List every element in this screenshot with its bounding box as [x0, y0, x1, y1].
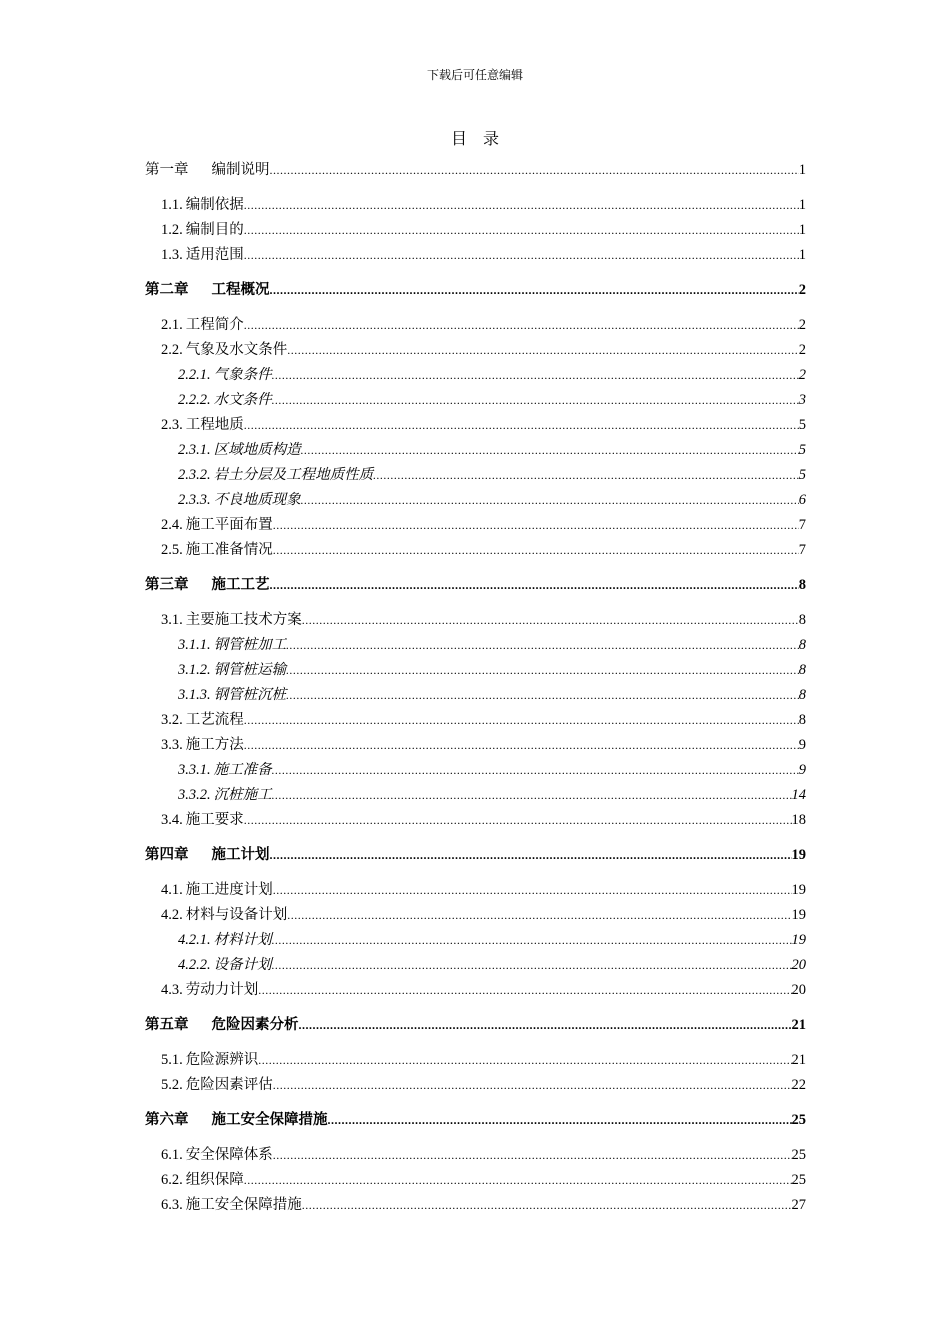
toc-entry-number: 3.2.	[161, 712, 183, 728]
toc-entry-label	[145, 1013, 299, 1038]
dot-leader	[272, 758, 799, 783]
toc-entry-page-number: 20	[791, 957, 806, 973]
dot-leader	[258, 1048, 791, 1073]
toc-entry-number: 第二章	[145, 282, 189, 298]
dot-leader	[244, 708, 799, 733]
toc-title: 目录	[450, 131, 515, 148]
toc-section-entry[interactable]	[145, 538, 806, 563]
toc-entry-number: 2.5.	[161, 542, 183, 558]
dot-leader	[272, 953, 792, 978]
toc-entry-title: 适用范围	[185, 247, 244, 263]
toc-entry-number: 第三章	[145, 577, 189, 593]
toc-section-entry[interactable]	[145, 903, 806, 928]
toc-section-entry[interactable]	[145, 338, 806, 363]
toc-entry-label	[178, 953, 272, 978]
toc-chapter-entry[interactable]	[145, 1108, 806, 1133]
toc-entry-title: 主要施工技术方案	[185, 612, 302, 628]
toc-entry-title: 危险因素评估	[185, 1077, 273, 1093]
toc-entry-title: 施工安全保障措施	[211, 1112, 328, 1128]
toc-entry-number: 3.3.	[161, 737, 183, 753]
toc-entry-page-number: 5	[798, 417, 806, 433]
toc-entry-label	[178, 783, 272, 808]
toc-entry-label	[178, 683, 286, 708]
toc-entry-label	[161, 878, 273, 903]
dot-leader	[244, 193, 799, 218]
toc-entry-page-number: 19	[791, 847, 806, 863]
toc-entry-title: 钢管桩沉桩	[213, 687, 287, 703]
toc-entry-page-number: 27	[791, 1197, 806, 1213]
toc-entry-label	[178, 488, 301, 513]
toc-entry-label	[178, 438, 301, 463]
toc-entry-page-number: 2	[798, 342, 806, 358]
toc-entry-number: 第一章	[145, 162, 189, 178]
toc-entry-page-number: 25	[791, 1172, 806, 1188]
toc-subsection-entry[interactable]	[145, 438, 806, 463]
toc-entry-page-number: 20	[791, 982, 806, 998]
toc-entry-number: 第六章	[145, 1112, 189, 1128]
dot-leader	[299, 1013, 792, 1038]
toc-entry-number: 2.3.3.	[178, 492, 211, 508]
toc-entry-page-number: 1	[798, 247, 806, 263]
toc-entry-title: 施工安全保障措施	[185, 1197, 302, 1213]
toc-entry-page-number: 14	[791, 787, 806, 803]
toc-subsection-entry[interactable]	[145, 633, 806, 658]
toc-entry-title: 材料计划	[213, 932, 272, 948]
toc-entry-page-number: 2	[798, 317, 806, 333]
toc-entry-number: 6.1.	[161, 1147, 183, 1163]
toc-section-entry[interactable]	[145, 808, 806, 833]
toc-entry-number: 2.3.2.	[178, 467, 211, 483]
dot-leader	[302, 1193, 792, 1218]
toc-section-entry[interactable]	[145, 1168, 806, 1193]
toc-entry-label	[161, 193, 244, 218]
toc-entry-number: 6.3.	[161, 1197, 183, 1213]
toc-entry-label	[145, 278, 270, 303]
toc-entry-page-number: 25	[791, 1147, 806, 1163]
dot-leader	[244, 413, 799, 438]
toc-entry-label	[161, 338, 287, 363]
toc-entry-label	[161, 513, 273, 538]
toc-entry-page-number: 7	[798, 542, 806, 558]
toc-entry-number: 3.1.1.	[178, 637, 211, 653]
dot-leader	[244, 313, 799, 338]
toc-chapter-entry[interactable]	[145, 843, 806, 868]
toc-entry-number: 6.2.	[161, 1172, 183, 1188]
toc-section-entry[interactable]	[145, 978, 806, 1003]
toc-entry-page-number: 25	[791, 1112, 806, 1128]
toc-chapter-entry[interactable]	[145, 1013, 806, 1038]
toc-entry-title: 安全保障体系	[185, 1147, 273, 1163]
toc-entry-label	[161, 1073, 273, 1098]
dot-leader	[272, 363, 799, 388]
toc-subsection-entry[interactable]	[145, 363, 806, 388]
toc-section-entry[interactable]	[145, 1048, 806, 1073]
toc-entry-label	[178, 633, 286, 658]
toc-entry-number: 4.2.2.	[178, 957, 211, 973]
toc-subsection-entry[interactable]	[145, 463, 806, 488]
toc-entry-number: 3.1.	[161, 612, 183, 628]
toc-entry-title: 气象条件	[213, 367, 272, 383]
toc-entry-title: 施工方法	[185, 737, 244, 753]
toc-entry-page-number: 18	[791, 812, 806, 828]
toc-entry-number: 2.3.1.	[178, 442, 211, 458]
dot-leader	[244, 808, 792, 833]
toc-entry-label	[161, 1048, 258, 1073]
toc-section-entry[interactable]	[145, 1073, 806, 1098]
toc-entry-label	[161, 708, 244, 733]
toc-section-entry[interactable]	[145, 413, 806, 438]
toc-entry-title: 工程概况	[211, 282, 270, 298]
toc-entry-label	[178, 928, 272, 953]
toc-entry-page-number: 8	[798, 612, 806, 628]
toc-subsection-entry[interactable]	[145, 658, 806, 683]
toc-section-entry[interactable]	[145, 1143, 806, 1168]
toc-entry-title: 施工计划	[211, 847, 270, 863]
toc-entry-number: 4.2.1.	[178, 932, 211, 948]
toc-entry-page-number: 9	[798, 737, 806, 753]
toc-entry-title: 水文条件	[213, 392, 272, 408]
toc-entry-page-number: 8	[798, 712, 806, 728]
dot-leader	[286, 633, 799, 658]
toc-entry-page-number: 1	[798, 197, 806, 213]
dot-leader	[244, 733, 799, 758]
toc-entry-label	[161, 808, 244, 833]
toc-entry-page-number: 8	[798, 577, 806, 593]
dot-leader	[270, 278, 799, 303]
dot-leader	[244, 243, 799, 268]
toc-entry-number: 5.2.	[161, 1077, 183, 1093]
dot-leader	[273, 1073, 792, 1098]
toc-entry-number: 1.1.	[161, 197, 183, 213]
toc-entry-label	[145, 843, 270, 868]
toc-entry-page-number: 21	[791, 1017, 806, 1033]
toc-entry-title: 施工准备情况	[185, 542, 273, 558]
dot-leader	[270, 573, 799, 598]
toc-entry-page-number: 19	[791, 932, 806, 948]
toc-entry-label	[161, 313, 244, 338]
dot-leader	[244, 1168, 792, 1193]
toc-entry-page-number: 8	[798, 687, 806, 703]
toc-entry-title: 危险源辨识	[185, 1052, 259, 1068]
toc-entry-page-number: 2	[798, 282, 806, 298]
toc-entry-page-number: 8	[798, 662, 806, 678]
toc-entry-number: 1.2.	[161, 222, 183, 238]
toc-entry-label	[145, 573, 270, 598]
toc-section-entry[interactable]	[145, 513, 806, 538]
toc-entry-number: 3.3.1.	[178, 762, 211, 778]
toc-entry-title: 组织保障	[185, 1172, 244, 1188]
dot-leader	[287, 338, 799, 363]
toc-subsection-entry[interactable]	[145, 388, 806, 413]
toc-entry-title: 钢管桩加工	[213, 637, 287, 653]
toc-entry-number: 2.3.	[161, 417, 183, 433]
toc-entry-label	[145, 1108, 328, 1133]
toc-entry-page-number: 19	[791, 882, 806, 898]
toc-entry-page-number: 5	[798, 442, 806, 458]
toc-entry-page-number: 22	[791, 1077, 806, 1093]
toc-subsection-entry[interactable]	[145, 783, 806, 808]
dot-leader	[272, 783, 792, 808]
dot-leader	[270, 843, 792, 868]
dot-leader	[287, 903, 791, 928]
dot-leader	[301, 488, 799, 513]
toc-section-entry[interactable]	[145, 608, 806, 633]
toc-section-entry[interactable]	[145, 1193, 806, 1218]
dot-leader	[272, 388, 799, 413]
dot-leader	[272, 928, 792, 953]
toc-entry-title: 岩土分层及工程地质性质	[213, 467, 374, 483]
toc-entry-number: 5.1.	[161, 1052, 183, 1068]
toc-entry-title: 施工准备	[213, 762, 272, 778]
toc-entry-page-number: 2	[798, 367, 806, 383]
toc-entry-title: 工艺流程	[185, 712, 244, 728]
toc-entry-label	[161, 218, 244, 243]
toc-entry-page-number: 7	[798, 517, 806, 533]
toc-entry-number: 3.4.	[161, 812, 183, 828]
toc-entry-number: 4.2.	[161, 907, 183, 923]
toc-section-entry[interactable]	[145, 878, 806, 903]
toc-entry-label	[178, 363, 272, 388]
toc-entry-number: 2.4.	[161, 517, 183, 533]
dot-leader	[373, 463, 799, 488]
toc-entry-number: 1.3.	[161, 247, 183, 263]
toc-entry-title: 编制说明	[211, 162, 270, 178]
dot-leader	[244, 218, 799, 243]
toc-section-entry[interactable]	[145, 218, 806, 243]
dot-leader	[301, 438, 799, 463]
toc-entry-number: 3.1.2.	[178, 662, 211, 678]
toc-entry-label	[161, 1143, 273, 1168]
toc-entry-page-number: 19	[791, 907, 806, 923]
toc-entry-title: 施工进度计划	[185, 882, 273, 898]
toc-entry-title: 危险因素分析	[211, 1017, 299, 1033]
toc-entry-page-number: 9	[798, 762, 806, 778]
dot-leader	[273, 878, 792, 903]
toc-entry-label	[161, 733, 244, 758]
toc-entry-title: 施工工艺	[211, 577, 270, 593]
dot-leader	[258, 978, 791, 1003]
toc-section-entry[interactable]	[145, 193, 806, 218]
dot-leader	[273, 538, 799, 563]
toc-entry-label	[161, 538, 273, 563]
toc-entry-label	[161, 1168, 244, 1193]
toc-entry-label	[178, 388, 272, 413]
toc-entry-number: 第四章	[145, 847, 189, 863]
toc-subsection-entry[interactable]	[145, 488, 806, 513]
toc-chapter-entry[interactable]	[145, 573, 806, 598]
toc-entry-title: 劳动力计划	[185, 982, 259, 998]
toc-entry-page-number: 1	[798, 222, 806, 238]
toc-entry-title: 材料与设备计划	[185, 907, 288, 923]
toc-entry-title: 工程简介	[185, 317, 244, 333]
toc-entry-page-number: 5	[798, 467, 806, 483]
dot-leader	[270, 158, 799, 183]
toc-section-entry[interactable]	[145, 243, 806, 268]
toc-entry-title: 不良地质现象	[213, 492, 301, 508]
dot-leader	[302, 608, 799, 633]
toc-entry-label	[161, 1193, 302, 1218]
toc-subsection-entry[interactable]	[145, 928, 806, 953]
toc-entry-label	[161, 978, 258, 1003]
dot-leader	[328, 1108, 792, 1133]
toc-entry-number: 3.3.2.	[178, 787, 211, 803]
toc-entry-number: 3.1.3.	[178, 687, 211, 703]
toc-entry-title: 区域地质构造	[213, 442, 301, 458]
toc-entry-number: 2.2.1.	[178, 367, 211, 383]
toc-entry-title: 施工平面布置	[185, 517, 273, 533]
toc-entry-number: 2.2.	[161, 342, 183, 358]
toc-section-entry[interactable]	[145, 733, 806, 758]
toc-entry-label	[161, 243, 244, 268]
toc-entry-label	[178, 758, 272, 783]
toc-entry-title: 钢管桩运输	[213, 662, 287, 678]
dot-leader	[273, 1143, 792, 1168]
toc-entry-number: 第五章	[145, 1017, 189, 1033]
toc-entry-title: 气象及水文条件	[185, 342, 288, 358]
toc-entry-number: 4.3.	[161, 982, 183, 998]
toc-entry-label	[161, 608, 302, 633]
toc-entry-page-number: 21	[791, 1052, 806, 1068]
toc-entry-label	[161, 413, 244, 438]
toc-entry-page-number: 6	[798, 492, 806, 508]
toc-entry-title: 沉桩施工	[213, 787, 272, 803]
toc-section-entry[interactable]	[145, 313, 806, 338]
toc-entry-page-number: 8	[798, 637, 806, 653]
toc-subsection-entry[interactable]	[145, 683, 806, 708]
toc-chapter-entry[interactable]	[145, 278, 806, 303]
toc-entry-label	[161, 903, 287, 928]
toc-entry-number: 2.1.	[161, 317, 183, 333]
dot-leader	[286, 658, 799, 683]
toc-entry-title: 编制目的	[185, 222, 244, 238]
toc-entry-label	[178, 463, 373, 488]
dot-leader	[286, 683, 799, 708]
toc-entry-label	[145, 158, 270, 183]
toc-section-entry[interactable]	[145, 708, 806, 733]
toc-entry-label	[178, 658, 286, 683]
header-note: 下载后可任意编辑	[426, 68, 523, 82]
toc-entry-page-number: 3	[798, 392, 806, 408]
toc-entry-title: 工程地质	[185, 417, 244, 433]
toc-entry-number: 2.2.2.	[178, 392, 211, 408]
toc-chapter-entry[interactable]	[145, 158, 806, 183]
toc-entry-title: 施工要求	[185, 812, 244, 828]
toc-entry-title: 设备计划	[213, 957, 272, 973]
toc-entry-page-number: 1	[798, 162, 806, 178]
toc-subsection-entry[interactable]	[145, 953, 806, 978]
table-of-contents	[145, 158, 806, 1218]
toc-entry-title: 编制依据	[185, 197, 244, 213]
toc-subsection-entry[interactable]	[145, 758, 806, 783]
dot-leader	[273, 513, 799, 538]
toc-entry-number: 4.1.	[161, 882, 183, 898]
